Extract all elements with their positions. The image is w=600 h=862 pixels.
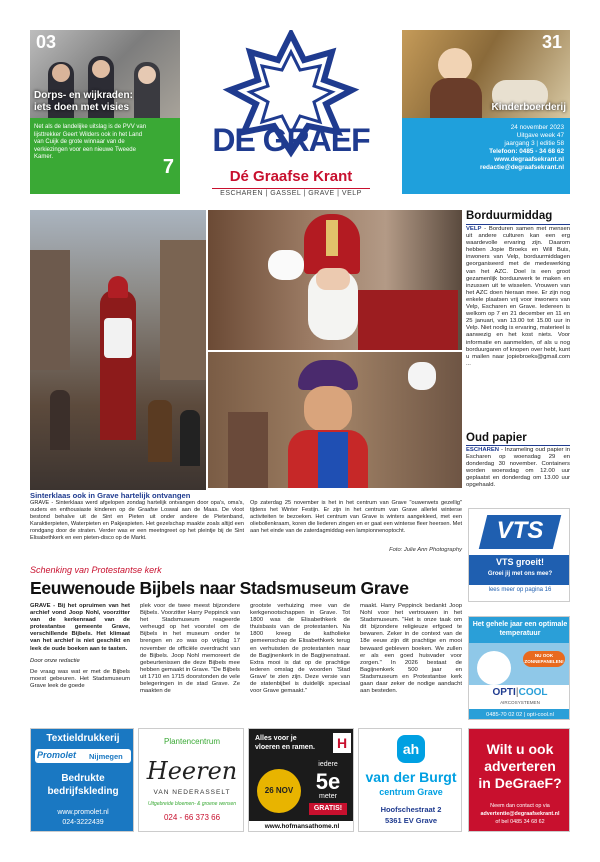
left-title-1: Dorps- en wijkraden: bbox=[34, 90, 133, 101]
vts-link[interactable]: lees meer op pagina 16 bbox=[488, 587, 552, 593]
logo-text: DE GRAEF bbox=[212, 122, 370, 158]
story-col3: grootste verhuizing mee van de kerkgenootschappen in Grave. Tot 1800 was de Elisabethkerk de thuisbasis van de protestanten. Na 1800 kreeg de katholieke gemeenschap de Elisabethkerk terug en verhuisden de protestanten naar de Bagijnenkerk in de Bagijnenstraat. Extra mooi is dat op de prachtige lederen omslag de woorden 'Stad Grave' te zien zijn. Deze versie van de statenbijbel is duidelijk speciaal voor Grave gemaakt." bbox=[250, 603, 350, 695]
piet-photo bbox=[208, 352, 462, 488]
ah-logo-icon: ah bbox=[397, 735, 425, 763]
hofman-line2: vloeren en ramen. bbox=[255, 744, 315, 751]
header-right-photo bbox=[402, 30, 570, 118]
issue-week: Uitgave week 47 bbox=[516, 132, 564, 139]
opticool-phone: 0485-70 02 02 bbox=[486, 712, 523, 718]
promolet-web[interactable]: www.promolet.nl bbox=[57, 809, 109, 816]
ah-addr1: Hoofschestraat 2 bbox=[380, 805, 442, 814]
contact-email[interactable]: redactie@degraafsekrant.nl bbox=[479, 164, 564, 171]
ah-addr2: 5361 EV Grave bbox=[384, 816, 438, 825]
right-page-number: 31 bbox=[541, 32, 562, 52]
story-col1-rest: De vraag was wat er met de Bijbels moest gebeuren. Het Stadsmuseum Grave leek de goede bbox=[30, 668, 130, 689]
borduur-lead: VELP bbox=[466, 226, 482, 232]
hofman-deal-bot: meter bbox=[319, 793, 337, 800]
vts-ad[interactable] bbox=[468, 508, 570, 602]
contact-web[interactable]: www.degraafsekrant.nl bbox=[494, 156, 564, 163]
promolet-title: Textieldrukkerij bbox=[46, 733, 120, 744]
adv-contact: Neem dan contact op via bbox=[490, 803, 550, 809]
heeren-sub: VAN NEDERASSELT bbox=[153, 789, 231, 796]
heeren-ad[interactable] bbox=[138, 728, 244, 832]
towns: ESCHAREN | GASSEL | GRAVE | VELP bbox=[220, 190, 362, 197]
hofman-web[interactable]: www.hofmansathome.nl bbox=[249, 821, 354, 832]
ah-ad[interactable] bbox=[358, 728, 462, 832]
heeren-tag: Uitgebreide bloemen- & groene wensen bbox=[147, 801, 237, 807]
story-byline: Door onze redactie bbox=[30, 657, 80, 664]
photo-story-title: Sinterklaas ook in Grave hartelijk ontvangen bbox=[30, 491, 191, 500]
promolet-brand: Promolet bbox=[37, 750, 77, 760]
vts-headline: VTS groeit! bbox=[495, 557, 544, 567]
promolet-phone: 024-3222439 bbox=[62, 819, 104, 826]
opticool-headline: Het gehele jaar een optimale temperatuur bbox=[472, 621, 568, 637]
oudpapier-title: Oud papier bbox=[466, 432, 527, 444]
story-col4: maakt. Harry Peppinck bedankt Joop Nohl voor het vertrouwen in het Stadsmuseum. "Het is onze taak om dit bijzondere religieuze erfgoed te bewaren. Zeker in de context van de 18e eeuw zijn dit prachtige en mooi bewaard gebleven boeken. We zullen er als een goed huisvader voor zorgen." In 2026 bestaat de Bagijnenkerk 500 jaar en Stadsmuseum en Protestantse kerk gaan daar zeker de nodige aandacht aan besteden. bbox=[360, 603, 462, 695]
promolet-line2: bedrijfskleding bbox=[47, 786, 119, 797]
photo-story-col1: GRAVE - Sinterklaas werd afgelopen zondag hartelijk ontvangen door opa's, oma's, ouders en enthousiaste kinderen op de Graafse Loswal aan de Maas. De vloot bestond behalve uit de Sint en Pieten uit onder andere de Pietenband, Karaktierpieten, Waterpieten en Pakjespieten. Het gezelschap maakte zoals altijd een rondgang door de straten. Verder was er een meetngreet op het pleintje bij de Sint Elisabethkerk en een pieten-disco op de Markt. bbox=[30, 500, 244, 541]
vts-sub: Groei jij met ons mee? bbox=[487, 571, 553, 577]
hofman-deal-top: iedere bbox=[318, 761, 338, 768]
paper-subtitle: Dé Graafse Krant bbox=[229, 168, 353, 185]
issue-number: jaargang 3 | editie 58 bbox=[504, 140, 564, 147]
opticool-web[interactable]: opti-cool.nl bbox=[526, 712, 554, 718]
opticool-badge: NU OOK ZONNEPANELEN! bbox=[523, 651, 565, 667]
heeren-name: Heeren bbox=[146, 757, 238, 785]
photo-credit: Foto: Julie Ann Photography bbox=[389, 547, 462, 553]
hofman-deal-big: 5e bbox=[315, 769, 341, 794]
story-col2: plek voor de twee meest bijzondere Bijbels. Voorzitter Harry Peppinck van het Stadsmuseum reageerde verheugd op het voorstel om de Bijbels in het museum onder te brengen en zo was op vrijdag 17 november de officiële overdracht van de Bijbels. Joop Nohl memoreert de gebeurtenissen die deze Bijbels mee hebben gemaakt in Grave. "De Bijbels uit 1710 en 1715 doorstonden de vele belegeringen in de stad Grave. Ze maakten de bbox=[140, 603, 240, 695]
opticool-brand2: COOL bbox=[518, 687, 548, 698]
adv-line2: adverteren bbox=[484, 758, 556, 774]
hofman-ad[interactable] bbox=[248, 728, 354, 832]
borduur-body bbox=[466, 226, 570, 368]
left-title-2: iets doen met visies bbox=[34, 102, 130, 113]
vts-logo: VTS bbox=[496, 517, 544, 544]
heeren-phone: 024 - 66 373 66 bbox=[163, 813, 221, 822]
right-title: Kinderboerderij bbox=[491, 102, 566, 113]
opticool-sub: AIRCOSYSTEMEN bbox=[500, 700, 540, 705]
promolet-ad[interactable] bbox=[30, 728, 134, 832]
adverteren-ad[interactable] bbox=[468, 728, 570, 832]
header-right-info bbox=[402, 118, 570, 194]
adv-phone: of bel 0485 34 68 62 bbox=[495, 819, 545, 825]
left-teaser-page: 7 bbox=[162, 156, 174, 178]
story-col1 bbox=[30, 603, 130, 690]
promolet-line1: Bedrukte bbox=[61, 773, 105, 784]
header-left-photo bbox=[30, 30, 180, 118]
left-page-number: 03 bbox=[36, 32, 57, 52]
borduur-title: Borduurmiddag bbox=[466, 210, 553, 222]
opticool-brand1: OPTI bbox=[492, 687, 516, 698]
story-kicker: Schenking van Protestantse kerk bbox=[30, 565, 162, 575]
adv-line1: Wilt u ook bbox=[486, 741, 554, 757]
hofman-gratis: GRATIS! bbox=[309, 803, 347, 815]
contact-phone: Telefoon: 0485 - 34 68 62 bbox=[489, 148, 564, 155]
promolet-city: Nijmegen bbox=[89, 752, 123, 761]
hofman-date: 26 NOV bbox=[257, 769, 301, 813]
opticool-ad[interactable]: Het gehele jaar een optimale temperatuur NU OOK ZONNEPANELEN! OPTI|COOL AIRCOSYSTEMEN 0485-70 02 02 | opti-cool.nl bbox=[468, 616, 570, 720]
hofman-logo-icon: H bbox=[333, 733, 351, 753]
hofman-line1: Alles voor je bbox=[255, 735, 297, 742]
adv-email[interactable]: advertentie@degraafsekrant.nl bbox=[480, 811, 560, 817]
photo-story-col2: Op zaterdag 25 november is het in het centrum van Grave "ouwerwets gezellig" tijdens het Winter Festijn. Er zijn in het centrum van Grave allerlei winterse activiteiten te bezoeken. Het centrum van Grave is winters aangekleed, met een oliebollenkraam, koren die liederen zingen en er gaat een winterse fleer heersen. Met aan het einde van de zaterdagmiddag een lampionnenoptocht. bbox=[250, 500, 462, 534]
oudpapier-body bbox=[466, 447, 570, 490]
header-left-teaser[interactable] bbox=[30, 118, 180, 194]
bear-icon bbox=[477, 651, 511, 685]
story-lead: GRAVE - Bij het opruimen van het archief vond Joop Nohl, voorzitter van de kerkenraad van de protestantse gemeente Grave, verschillende Bijbels. Het klimaat van het archief is niet geschikt en leek de oude boeken aan te tasten. bbox=[30, 603, 130, 652]
oudpapier-text: - Inzameling oud papier in Escharen op woensdag 29 en donderdag 30 november. Containers worden woensdag om 12.00 uur geplaatst en donderdag om 13.00 uur opgehaald. bbox=[466, 447, 570, 489]
ah-name: van der Burgt bbox=[365, 769, 457, 785]
borduur-text: - Borduren samen met mensen uit andere culturen kan een erg waardevolle ervaring zijn. Daarom hebben Jopie Broeks en Will Buis, inwoners van Velp, borduurmiddagen georganiseerd met de medewerking van het AZC. Doel is een groot gezamenlijk borduurwerk te maken en inzussen uit te wisselen. Vrouwen van het AZC doen hieraan mee. Er zijn nog enkele plaatsen vrij voor inwoners van Velp, Escharen en Grave. Iedereen is welkom op 7 en 21 december en 11 en 25 januari, van 13.00 tot 15.00 uur in Velp. Niet nodig is ervaring, materieel is aanwezig en het kost niets. Voor informatie en aanmelden, of als u nog borduurgaren of knopen over hebt, kunt u mailen naar jopiebroeks@gmail.com ... bbox=[466, 226, 570, 367]
story-headline: Eeuwenoude Bijbels naar Stadsmuseum Grave bbox=[30, 578, 409, 598]
sint-portrait-photo bbox=[208, 210, 462, 350]
heeren-top: Plantencentrum bbox=[163, 737, 221, 746]
ah-sub: centrum Grave bbox=[379, 787, 443, 797]
oudpapier-lead: ESCHAREN bbox=[466, 447, 500, 453]
issue-date: 24 november 2023 bbox=[510, 124, 564, 131]
sinterklaas-street-photo bbox=[30, 210, 206, 490]
adv-line3: in DeGraeF? bbox=[478, 775, 562, 791]
masthead[interactable] bbox=[182, 30, 400, 200]
left-teaser-text: Net als de landelijke uitslag is de PVV van lijsttrekker Geert Wilders ook in het Land van Cuijk de grote winnaar van de verkiezingen voor een nieuwe Tweede Kamer. bbox=[34, 124, 147, 160]
